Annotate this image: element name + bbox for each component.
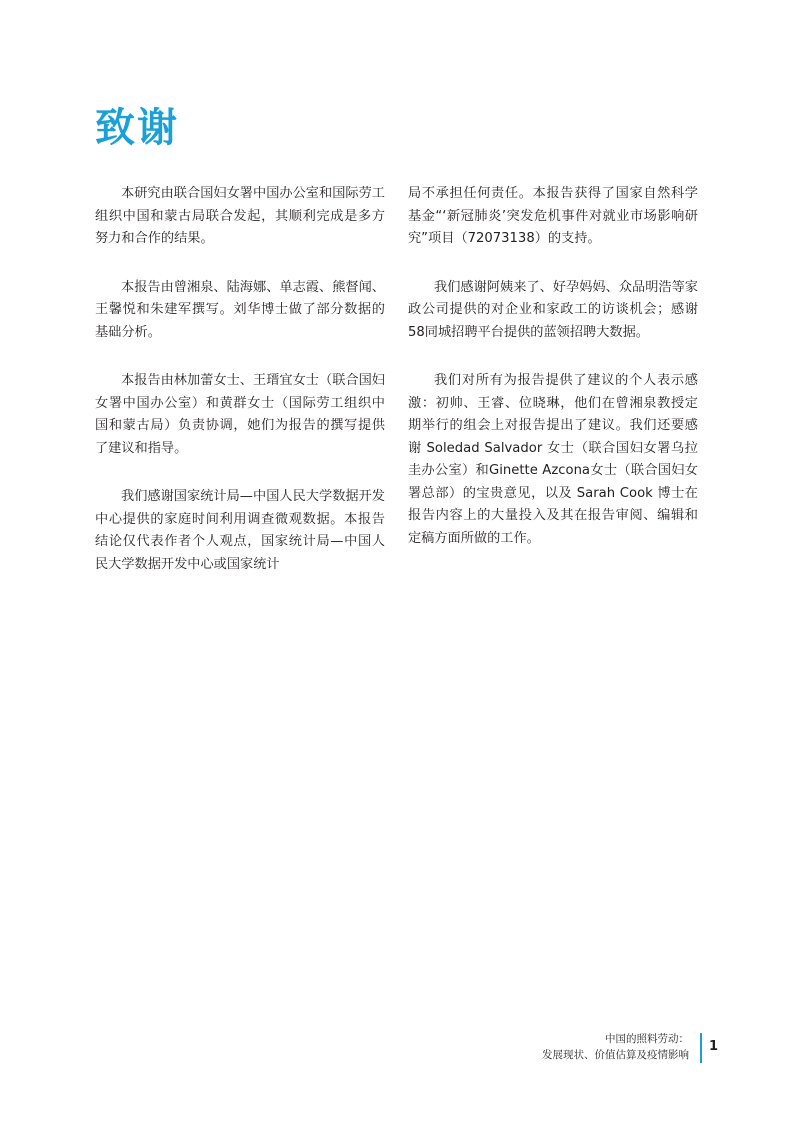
paragraph-research-origin: 本研究由联合国妇女署中国办公室和国际劳工组织中国和蒙古局联合发起，其顺利完成是多方努力和合作的结果。 xyxy=(95,186,385,246)
footer-title-line2: 发展现状、价值估算及疫情影响 xyxy=(542,1049,689,1061)
right-column xyxy=(408,183,698,576)
page-title: 致谢 xyxy=(95,105,179,151)
footer-title-line1: 中国的照料劳动： xyxy=(605,1033,689,1045)
paragraph-companies: 我们感谢阿姨来了、好孕妈妈、众品明浩等家政公司提供的对企业和家政工的访谈机会；感谢58同城招聘平台提供的蓝领招聘大数据。 xyxy=(408,279,698,340)
paragraph-individuals: 我们对所有为报告提供了建议的个人表示感激：初帅、王睿、位晓琳，他们在曾湘泉教授定期举行的组会上对报告提出了建议。我们还要感谢 Soledad Salvador 女士（联合国妇女署乌拉圭办公室）和Ginette Azcona女士（联合国妇女署总部）的宝贵意见，以及 Sarah Cook 博士在报告内容上的大量投入及其在报告审阅、编辑和定稿方面所做的工作。 xyxy=(408,373,698,546)
paragraph-data-source: 我们感谢国家统计局—中国人民大学数据开发中心提供的家庭时间利用调查微观数据。本报告结论仅代表作者个人观点，国家统计局—中国人民大学数据开发中心或国家统计 xyxy=(95,489,385,572)
footer-divider xyxy=(700,1033,702,1063)
paragraph-funding: 局不承担任何责任。本报告获得了国家自然科学基金“‘新冠肺炎’突发危机事件对就业市场影响研究”项目（72073138）的支持。 xyxy=(408,186,698,246)
footer-report-title xyxy=(542,1031,689,1063)
paragraph-coordination: 本报告由林加蕾女士、王瑨宜女士（联合国妇女署中国办公室）和黄群女士（国际劳工组织中国和蒙古局）负责协调，她们为报告的撰写提供了建议和指导。 xyxy=(95,373,385,456)
page-number: 1 xyxy=(709,1039,719,1054)
left-column xyxy=(95,183,385,602)
paragraph-authors: 本报告由曾湘泉、陆海娜、单志霞、熊督闻、王馨悦和朱建军撰写。刘华博士做了部分数据的基础分析。 xyxy=(95,279,385,340)
